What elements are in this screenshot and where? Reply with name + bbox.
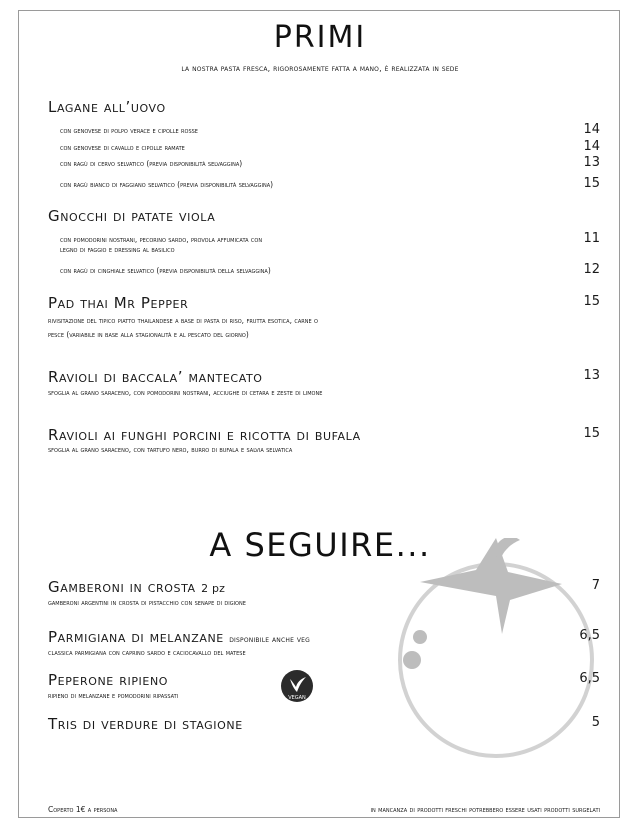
dish-parmigiana: [48, 628, 310, 646]
footer-coperto: Coperto 1€ a persona: [48, 805, 118, 814]
baccala-price: 13: [583, 368, 600, 383]
parmigiana-note: disponibile anche veg: [229, 635, 310, 644]
dish-baccala: Ravioli di baccala’ mantecato: [48, 368, 263, 386]
footer-notice: in mancanza di prodotti freschi potrebbero essere usati prodotti surgelati: [370, 805, 600, 814]
gamberoni-price: 7: [591, 578, 600, 593]
peperone-price: 6,5: [579, 671, 600, 686]
tris-price: 5: [591, 715, 600, 730]
baccala-desc: sfoglia al grano saraceno, con pomodorini nostrani, acciughe di cetara e zeste di limone: [48, 388, 323, 397]
gamberoni-desc: gamberoni argentini in crosta di pistacchio con senape di digione: [48, 598, 246, 607]
parmigiana-name: Parmigiana di melanzane: [48, 628, 224, 646]
dish-gnocchi: Gnocchi di patate viola: [48, 207, 216, 225]
parmigiana-price: 6,5: [579, 628, 600, 643]
lagane-item-3-price: 13: [583, 155, 600, 170]
parmigiana-desc: classica parmigiana con caprino sardo e caciocavallo del matese: [48, 648, 246, 657]
lagane-item-2: con genovese di cavallo e cipolle ramate: [60, 143, 185, 152]
padthai-desc-line2: pesce (variabile in base alla stagionalità e al pescato del giorno): [48, 330, 249, 339]
gnocchi-item-2: con ragù di cinghiale selvatico (previa disponibilità della selvaggina): [60, 266, 271, 275]
dish-peperone: Peperone ripieno: [48, 671, 169, 689]
lagane-item-1-price: 14: [583, 122, 600, 137]
lagane-item-3: con ragù di cervo selvatico (previa disponibilità selvaggina): [60, 159, 243, 168]
vegan-badge-label: VEGAN: [288, 695, 306, 701]
lagane-item-2-price: 14: [583, 139, 600, 154]
primi-subtitle: la nostra pasta fresca, rigorosamente fatta a mano, è realizzata in sede: [181, 64, 459, 73]
gnocchi-item-1-line1: con pomodorini nostrani, pecorino sardo, provola affumicata con: [60, 235, 263, 244]
lagane-item-1: con genovese di polpo verace e cipolle rosse: [60, 126, 198, 135]
gnocchi-item-1-price: 11: [583, 231, 600, 246]
vegan-badge-icon: [280, 669, 314, 703]
seguire-title: A SEGUIRE...: [209, 526, 431, 564]
porcini-desc: sfoglia al grano saraceno, con tartufo nero, burro di bufala e salvia selvatica: [48, 445, 293, 454]
dish-lagane: Lagane all’uovo: [48, 98, 166, 116]
gnocchi-item-2-price: 12: [583, 262, 600, 277]
peperone-desc: ripieno di melanzane e pomodorini ripassati: [48, 691, 179, 700]
tomato-icon: [384, 538, 614, 768]
padthai-desc-line1: rivisitazione del tipico piatto thailandese a base di pasta di riso, frutta esotica, carne o: [48, 316, 318, 325]
primi-title: PRIMI: [273, 20, 367, 55]
gnocchi-item-1-line2: legno di faggio e dressing al basilico: [60, 245, 175, 254]
gamberoni-name: Gamberoni in crosta: [48, 578, 196, 596]
lagane-item-4: con ragù bianco di faggiano selvatico (previa disponibilità selvaggina): [60, 180, 274, 189]
gamberoni-note: 2 pz: [201, 582, 226, 595]
dish-padthai: Pad thai Mr Pepper: [48, 294, 189, 312]
padthai-price: 15: [583, 294, 600, 309]
lagane-item-4-price: 15: [583, 176, 600, 191]
dish-gamberoni: [48, 578, 225, 596]
dish-porcini: Ravioli ai funghi porcini e ricotta di bufala: [48, 426, 361, 444]
porcini-price: 15: [583, 426, 600, 441]
dish-tris: Tris di verdure di stagione: [48, 715, 243, 733]
